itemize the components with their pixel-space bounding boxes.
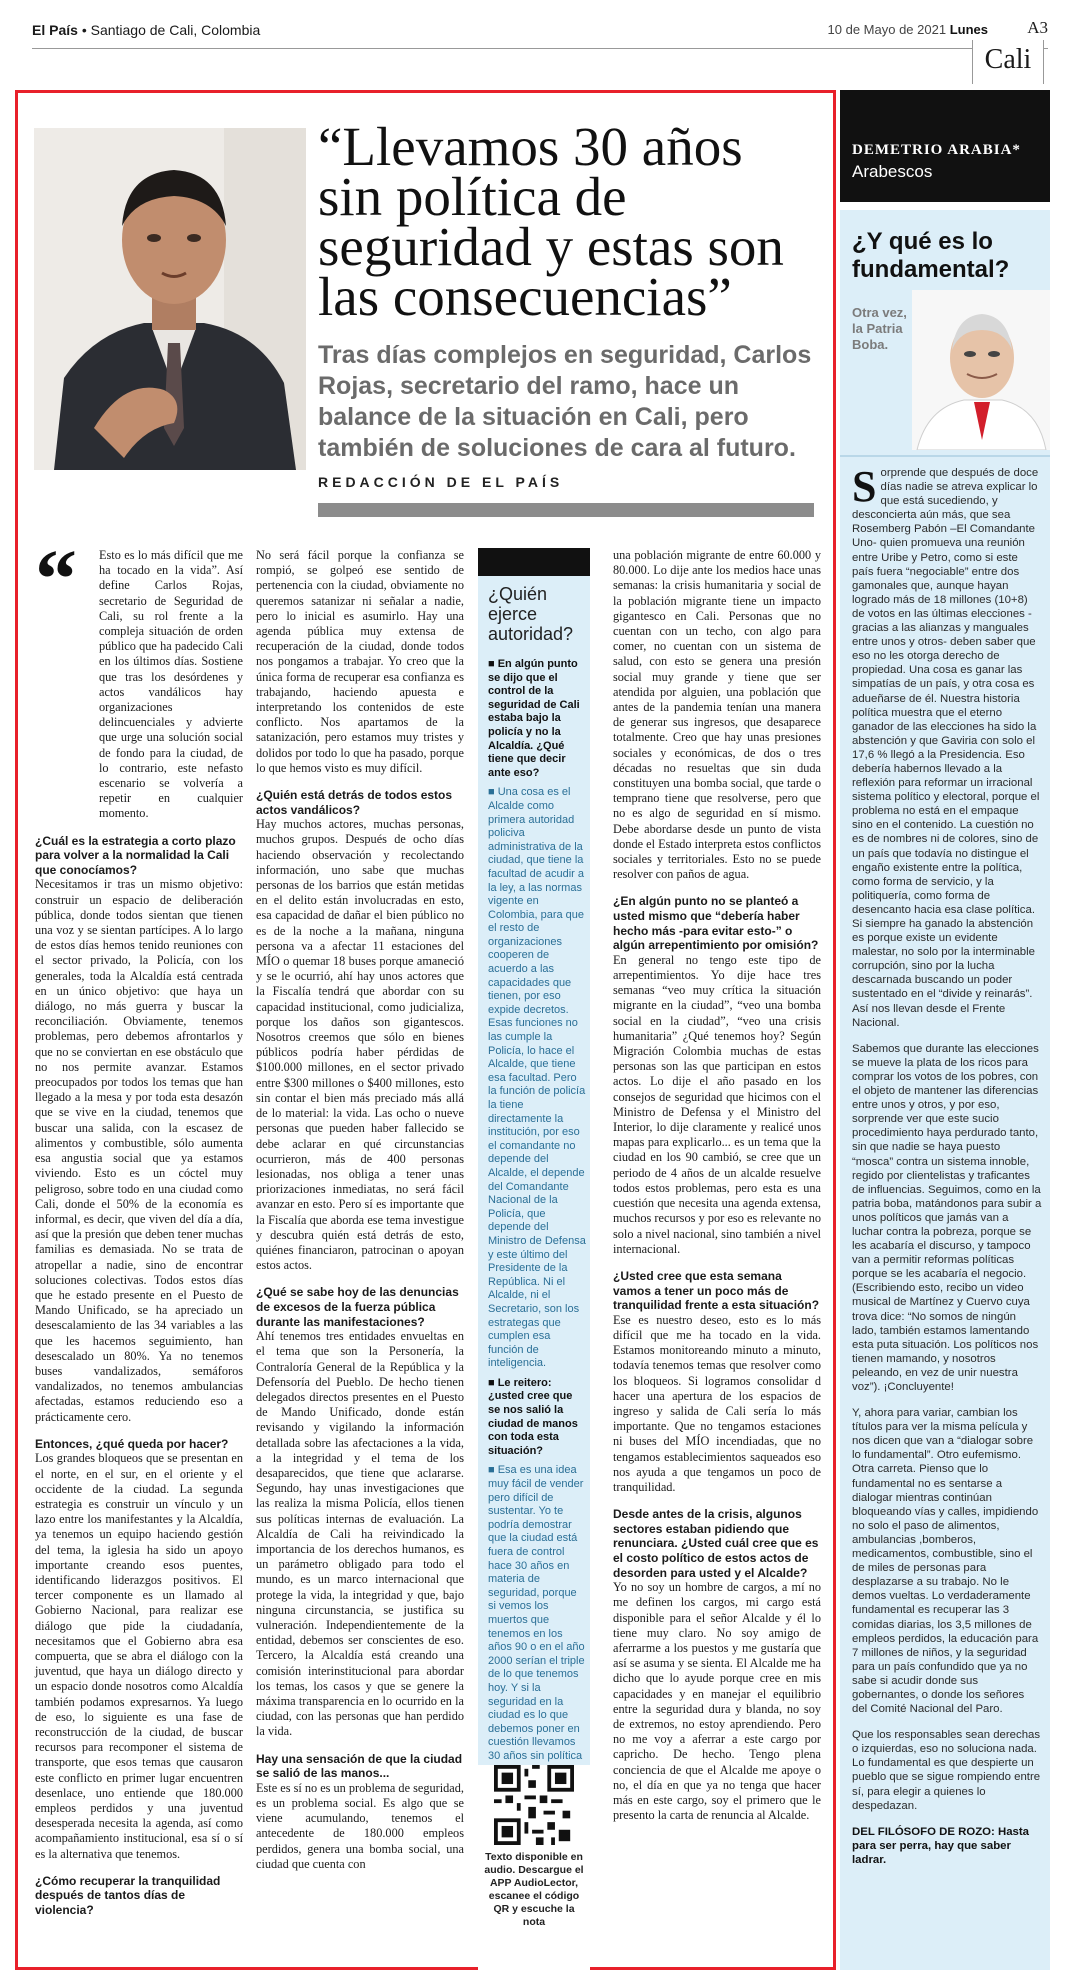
- opinion-paragraph: Y, ahora para variar, cambian los títulos para ver la misma película y nos dicen que van a “dialogar sobre lo fundamental”. Otro eufemismo. Otra carreta. Pienso que lo fundamental no es sentarse a dialogar mientras continúan bloqueando vías y calles, impidiendo no solo el paso de alimentos, ambulancias ,bomberos, medicamentos, combustible, sino el de miles de personas para desplazarse a su trabajo. No le demos vueltas. Lo verdaderamente fundamental es recuperar las 3 comidas diarias, los 3,5 millones de empleos perdidos, la educación para 7 millones de niños, y la seguridad para un país confundido que ya no sabe si acudir donde sus gobernantes, o donde los señores del Comité Nacional del Paro.: [852, 1407, 1039, 1716]
- byline: REDACCIÓN DE EL PAÍS: [318, 474, 564, 490]
- subheadline: Tras días complejos en seguridad, Carlos Rojas, secretario del ramo, hace un balance de la situación en Cali, pero también de soluciones de cara al futuro.: [318, 341, 812, 462]
- answer: Yo no soy un hombre de cargos, a mí no me definen los cargos, mi cargo está disponible para el señor Alcalde y él lo tiene muy claro. No soy amigo de aferrarme a los puestos y me gustaría que así se asuma y se sienta. El Alcalde me ha dicho que lo ayude porque cree en mis capacidades y en manejar el equilibrio entre la seguridad dura y blanda, no soy de extremos, no estoy aprendiendo. Pero no me voy a aferrar a este cargo por capricho. De hecho. Tengo plena conciencia de que el Alcalde me apoye o no, el día en que ya no tenga que hacer más en este cargo, soy el primero que le presento la carta de renuncia al Alcalde.: [613, 1580, 821, 1823]
- question: ¿Cuál es la estrategia a corto plazo para volver a la normalidad la Cali que conocíamos?: [35, 833, 236, 877]
- city-label: Santiago de Cali, Colombia: [90, 22, 261, 38]
- opinion-divider: [840, 455, 1050, 457]
- sidebar-box-body: [488, 652, 586, 1818]
- question: ¿Cómo recuperar la tranquilidad después de tantos días de violencia?: [35, 1873, 221, 1918]
- question: ¿Qué se sabe hoy de las denuncias de excesos de la fuerza pública durante las manifestaciones?: [256, 1285, 459, 1329]
- opinion-kicker: Otra vez, la Patria Boba.: [852, 305, 907, 352]
- headline: “Llevamos 30 años sin política de seguridad y estas son las consecuencias”: [318, 116, 784, 327]
- date-line: [828, 22, 988, 37]
- question: ¿En algún punto no se planteó a usted mismo que “debería haber hecho más -para evitar esto-” o algún arrepentimiento por omisión?: [613, 894, 819, 953]
- answer: Ahí tenemos tres entidades envueltas en el tema que son la Personería, la Contraloría General de la República y la Defensoría del Pueblo. De hecho tienen delegados directos presentes en el Puesto de Mando Unificado, donde están revisando y vigilando la información detallada sobre las afectaciones a la vida, a la integridad y el tema de los desaparecidos, que tiene que aclararse. Segundo, hay unas investigaciones que las realiza la misma Policía, ellos tienen sus políticas internas de evaluación. La Alcaldía de Cali ha reivindicado la importancia de los derechos humanos, es un parámetro obligado para todo el mundo, es un marco internacional que protege la vida, la integridad y que, bajo ninguna circunstancia, se justifica su vulneración. Independientemente de la entidad, debemos ser conscientes de eso. Tercero, la Alcaldía está creando una comisión interinstitucional para abordar los temas, los casos y que se genere la máxima transparencia en lo ocurrido en la ciudad, con las personas que han perdido la vida.: [256, 1329, 464, 1739]
- paper-name: El País: [32, 22, 78, 38]
- answer: Los grandes bloqueos que se presentan en el norte, en el sur, en el oriente y el occidente de la ciudad. La segunda estrategia es construir un vínculo y un lazo entre los manifestantes y la Alcaldía, ya tenemos un equipo haciendo gestión del tema, la iglesia ha sido un apoyo importante creando esos puentes, identificando liderazgos positivos. El tercer componente es un llamado al Gobierno Nacional, para realizar ese diálogo que pide la ciudadanía, necesitamos que el Gobierno abra esa compuerta, que se abra el diálogo con la juventud, que haya un diálogo directo y un espacio donde nosotros como Alcaldía también podamos expresarnos. Ya luego de eso, lo siguiente es una fase de reconstrucción de la ciudad, de buscar recursos para recomponer el sistema de transporte, que esos temas que causaron este conflicto en primer lugar encuentren desenlace, uno entiende que 180.000 empleos perdidos y una juventud desesperada necesita la agenda, así como acompañamiento institucional, esa sí o sí es la alternativa que tenemos.: [35, 1451, 243, 1861]
- answer: una población migrante de entre 60.000 y 80.000. Lo dije ante los medios hace unas semanas: la crisis humanitaria y social de la población migrante tiene un impacto gigantesco en Cali. Personas que no cuentan con un techo, con algo para comer, no cuentan con un sistema de salud, con esto se genera una presión social muy grande y tiene que ser atendida por alguien, una población que antes de la pandemia tenían una manera de generar sus ingresos, que desaparece totalmente. Creo que hay unas presiones sociales y económicas, de dos o tres décadas no resueltas que sin duda constituyen una bomba social, que tarde o temprano tiene que resolverse, pero que no es algo de seguridad en sí mismo. Debe abordarse desde un punto de vista donde el Estado interpreta estos conflictos sociales y territoriales. Esto no se puede resolver con paños de agua.: [613, 548, 821, 882]
- qr-code-icon[interactable]: [494, 1765, 574, 1845]
- weekday: Lunes: [949, 22, 988, 37]
- qr-panel: [478, 1765, 590, 1975]
- opinion-paragraph: Sabemos que durante las elecciones se mueve la plata de los ricos para comprar los votos de los pobres, con el objeto de mantener las diferencias entre unos y otros, y por eso, sorprende ver que este sucio procedimiento haya perdurado tanto, sin que nadie se haya puesto “mosca” contra un sistema innoble, regido por clientelistas y traficantes de influencias. Seguimos, como en la patria boba, matándonos para subir a unos políticos que jamás van a luchar contra la pobreza, porque se les acabaría el discurso, y tampoco van a permitir reformas políticas porque se les acabaría el negocio. (Escribiendo esto, recibo un video musical de Martínez y Cuervo cuya trova dice: “No somos de ningún lado, también estamos lamentando esta puta situación. Los políticos nos tienen mamando, y nosotros peleando, en vez de unir nuestra voz”). ¡Concluyente!: [852, 1042, 1042, 1393]
- portrait-illustration: [34, 128, 306, 470]
- column-name: Arabescos: [852, 162, 933, 181]
- question: Hay una sensación de que la ciudad se salió de las manos...: [256, 1751, 463, 1781]
- divider-bar: [318, 503, 814, 517]
- dropcap: S: [852, 462, 877, 511]
- question: ¿Usted cree que esta semana vamos a tener un poco más de tranquilidad frente a esta situación?: [613, 1268, 820, 1313]
- answer: Ese es nuestro deseo, esto es lo más difícil que me ha tocado en la vida. Estamos monitoreando minuto a minuto, todavía tenemos temas que resolver como los bloqueos. Si logramos consolidar d hacer una apertura de los espacios de ingreso y salida de Cali sería lo más importante. Que no tengamos estaciones ni buses del MÍO incendiadas, que no tengamos establecimientos saqueados eso nos ayuda a que tengamos un poco de tranquilidad.: [613, 1312, 821, 1494]
- opening-quote-mark: “: [35, 533, 77, 626]
- opinion-closing: DEL FILÓSOFO DE ROZO: Hasta para ser perra, hay que saber ladrar.: [852, 1825, 1029, 1866]
- box-answer: ■ Una cosa es el Alcalde como primera autoridad policiva administrativa de la ciudad, que tiene la facultad de acudir a la ley, a las normas vigente en Colombia, para que el resto de organizaciones cooperen de acuerdo a las capacidades que tienen, por eso expide decretos. Esas funciones no las cumple la Policía, lo hace el Alcalde, que tiene esa facultad. Pero la función de policía la tiene directamente la institución, por eso el comandante no depende del Alcalde, el depende del Comandante Nacional de la Policía, que depende del Ministro de Defensa y este último del Presidente de la República. Ni el Alcalde, ni el Secretario, son los estrategas que cumplen esa función de inteligencia.: [488, 786, 586, 1370]
- masthead-left: [32, 22, 260, 38]
- opinion-paragraph: [852, 462, 1042, 1030]
- question: Entonces, ¿qué queda por hacer?: [35, 1436, 229, 1451]
- box-answer-text: Esa es una idea muy fácil de vender pero difícil de sustentar. Yo te podría demostrar que la ciudad está fuera de control hace 30 años en materia de seguridad, porque si vemos los muertos que tenemos en los años 90 o en el año 2000 serían el triple de lo que tenemos hoy. Y si la seguridad en la ciudad es lo que debemos poner en cuestión llevamos 30 años sin política: [488, 1464, 585, 1762]
- date: 10 de Mayo de 2021: [827, 22, 947, 37]
- interviewee-photo: [34, 128, 306, 470]
- question: ¿Quién está detrás de todos estos actos vandálicos?: [256, 788, 453, 817]
- columnist-photo: [912, 290, 1050, 450]
- sidebar-box-header: [478, 548, 590, 576]
- answer: En general no tengo este tipo de arrepentimientos. Yo dije hace tres semanas “veo muy crítica la situación migrante en la ciudad”, “veo una bomba social en la ciudad”, “veo una crisis humanitaria” ¿Qué tenemos hoy? Según Migración Colombia muchas de estas personas son las que participan en estos actos. Lo dije el año pasado en los consejos de seguridad que hicimos con el Ministro de Defensa y el Ministro del Interior, lo dije claramente y realicé unos mapas para explicarlo... es un tema que la ciudad en los 90 cambió, se cree que un periodo de 4 años de un alcalde resuelve todos estos problemas, pero esta es una cuestión que necesita una agenda extensa, muchos recursos y por eso es relevante no solo a nivel nacional, sino también a nivel internacional.: [613, 952, 821, 1256]
- box-answer: ■ Esa es una idea muy fácil de vender pero difícil de sustentar. Yo te podría demostrar que la ciudad está fuera de control hace 30 años en materia de seguridad, porque si vemos los muertos que tenemos en los años 90 o en el año 2000 serían el triple de lo que tenemos hoy. Y si la seguridad en la ciudad es lo que debemos poner en cuestión llevamos 30 años sin política: [488, 1464, 586, 1817]
- answer: No será fácil porque la confianza se rompió, se golpeó ese sentido de pertenencia con la ciudad, obviamente no queremos satanizar ni señalar a nadie, pero lo inicial es asumirlo. Hay una agenda pública muy extensa de recuperación de la ciudad, donde todos nos pongamos a trabajar. Yo creo que la única forma de recuperar esa confianza es trabajando, haciendo apuesta e interpretando los contenidos de este conflicto. Nos apartamos de la satanización, pero estamos muy tristes y dolidos por todo lo que ha pasado, porque lo que hemos visto es muy difícil.: [256, 548, 464, 775]
- opinion-body: [852, 462, 1042, 1879]
- box-question: ■ Le reitero: ¿usted cree que se nos salió la ciudad de manos con toda esta situación?: [488, 1376, 578, 1457]
- lead-paragraph: Esto es lo más difícil que me ha tocado en la vida”. Así define Carlos Rojas, secretario de Seguridad de Cali, su rol frente a la compleja situación de orden público que ha padecido Cali en los últimos días. Sostiene que tras los desórdenes y actos vandálicos hay organizaciones delincuenciales y advierte que urge una solución social de fondo para la ciudad, de lo contrario, este nefasto escenario se volvería a repetir en cualquier momento.: [99, 548, 243, 821]
- question: Desde antes de la crisis, algunos sectores estaban pidiendo que renunciara. ¿Usted cuál cree que es el costo político de estos actos de desorden para usted y el Alcalde?: [613, 1507, 819, 1580]
- columnist-portrait: [912, 290, 1050, 450]
- opinion-title: ¿Y qué es lo fundamental?: [852, 228, 1010, 283]
- article-column-2: [256, 548, 464, 1872]
- qr-caption: Texto disponible en audio. Descargue el APP AudioLector, escanee el código QR y escuche la nota: [484, 1851, 584, 1928]
- separator: •: [81, 22, 87, 38]
- box-question-text: Le reitero: ¿usted cree que se nos salió la ciudad de manos con toda esta situación?: [488, 1376, 578, 1457]
- box-answer-text: Una cosa es el Alcalde como primera autoridad policiva administrativa de la ciudad, que tiene la facultad de acudir a la ley, a las normas vigente en Colombia, para que el resto de organizaciones cooperen de acuerdo a las capacidades que tienen, por eso expide decretos. Esas funciones no las cumple la Policía, lo hace el Alcalde, que tiene esa facultad. Pero la función de policía la tiene directamente la institución, por eso el comandante no depende del Alcalde, el depende del Comandante Nacional de la Policía, que depende del Ministro de Defensa y este último del Presidente de la República. Ni el Alcalde, ni el Secretario, son los estrategas que cumplen esa función de inteligencia.: [488, 786, 586, 1370]
- page-number: A3: [1027, 18, 1048, 37]
- answer: Hay muchos actores, muchas personas, muchos grupos. Después de ocho días haciendo observación y recolectando información, uno sabe que muchas personas de los barrios que están metidas en el delito están involucradas en esto, esa capacidad de dañar el bien público no es de la noche a la mañana, ninguna persona va a afectar 11 estaciones del MÍO o quemar 18 buses porque amaneció y se le ocurrió, ahí hay unos actores que la Fiscalía tendrá que abordar con su capacidad institucional, como judicializa, porque los daños son gigantescos. Nosotros creemos que sólo en bienes públicos podría haber pérdidas de $100.000 millones, en el sector privado entre $300 millones o $400 millones, esto sin contar el bien más preciado más allá de lo material: la vida. Las ocho o nueve personas que pueden haber fallecido se debe aclarar en qué circunstancias ocurrieron, más de 400 personas lesionadas, nos obliga a tener unas priorizaciones inmediatas, no será fácil avanzar en esto. Pero sí es importante que la Fiscalía que aborda ese tema investigue y descubra quién está detrás de esto, quiénes financiaron, patrocinan o apoyan estos actos.: [256, 817, 464, 1273]
- box-question: ■ En algún punto se dijo que el control de la seguridad de Cali estaba bajo la policía y no la Alcaldía. ¿Qué tiene que decir ante eso?: [488, 658, 580, 779]
- opinion-paragraph-text: orprende que después de doce días nadie se atreva explicar lo que está sucediendo, y desconcierta aún más, que sea Rosemberg Pabón –El Comandante Uno- quien promueva una reunión entre Uribe y Petro, como si este país fuera “negociable” entre dos gamonales que, aunque hayan logrado más de 18 millones (10+8) de votos en las últimas elecciones -gracias a las alianzas y manguales entre unos y otros- deben saber que eso no les otorga derecho de propiedad. Una cosa es ganar las simpatías de un país, y otra cosa es adueñarse de él. Nuestra historia política muestra que el eterno ganador de las elecciones ha sido la abstención y que Gaviria con solo el 17,6 % llegó a la Presidencia. Eso debería habernos llevado a la reflexión para reformar un irracional sistema político y electoral, porque el problema no está en el empaque sino en el contenido. La cuestión no es de nombres ni de colores, sino de un país que todavía no distingue el engaño existente entre la política, como forma de servicio, y la politiquería, como forma de desencanto hacia esa clase política. Si siempre ha ganado la abstención es porque existe un evidente malestar, no solo por la interminable corrupción, sino por la lucha descarnada buscando un poder sustentado en el “divide y reinarás”. Así nos llevan desde el Frente Nacional.: [852, 467, 1040, 1029]
- page-header: [32, 18, 1048, 49]
- answer: Este es sí no es un problema de seguridad, es un problema social. Es algo que se viene acumulando, tenemos el antecedente de 180.000 empleos perdidos, genera una bomba social, una ciudad que cuenta con: [256, 1780, 464, 1871]
- opinion-paragraph: Que los responsables sean derechas o izquierdas, eso no soluciona nada. Lo fundamental es que despierte un pueblo que se sigue rompiendo entre sí, para elegir a quienes lo despedazan.: [852, 1729, 1041, 1812]
- article-column-1: [35, 548, 243, 1918]
- columnist-name: DEMETRIO ARABIA*: [852, 142, 1021, 158]
- answer: Necesitamos ir tras un mismo objetivo: construir un espacio de deliberación pública, donde todos sientan que tienen una voz y se sientan partícipes. A lo largo de estos días hemos tenido reuniones con el sector privado, la Policía, con los generales, toda la Alcaldía está centrada en un único objetivo: que haya un diálogo, no más guerra y buscar la reconciliación. Obviamente, tenemos problemas, pero debemos afrontarlos y que no se conviertan en ese obstáculo que no nos permite avanzar. Estamos preocupados por todos los temas que han llegado a la mesa y por toda esta desazón que se vive en la ciudad, tenemos que buscar una salida, con la escasez de alimentos y combustible, sólo aumenta esa angustia social que ya estamos viviendo. Esto es un cóctel muy peligroso, sobre todo en una ciudad como Cali, donde el 50% de la economía es informal, es decir, que viven del día a día, así que la presión que deben tener muchas familias es demasiada. No se trata de atropellar a nadie, sino de encontrar soluciones colectivas. Todos estos días que he estado presente en el Puesto de Mando Unificado, se ha apreciado un desescalamiento de las 34 variables a las que les hacemos seguimiento, han desescalado un 80%. Ya no tenemos buses vandalizados, semáforos vandalizados, no tenemos ambulancias afectadas, estamos reduciendo eso a prácticamente cero.: [35, 877, 243, 1424]
- section-label: Cali: [984, 44, 1032, 75]
- section-tab: [972, 40, 1044, 84]
- box-question-text: En algún punto se dijo que el control de la seguridad de Cali estaba bajo la policía y no la Alcaldía. ¿Qué tiene que decir ante eso?: [488, 658, 580, 779]
- article-column-4: [613, 548, 821, 1823]
- sidebar-box-title: ¿Quién ejerce autoridad?: [488, 584, 574, 644]
